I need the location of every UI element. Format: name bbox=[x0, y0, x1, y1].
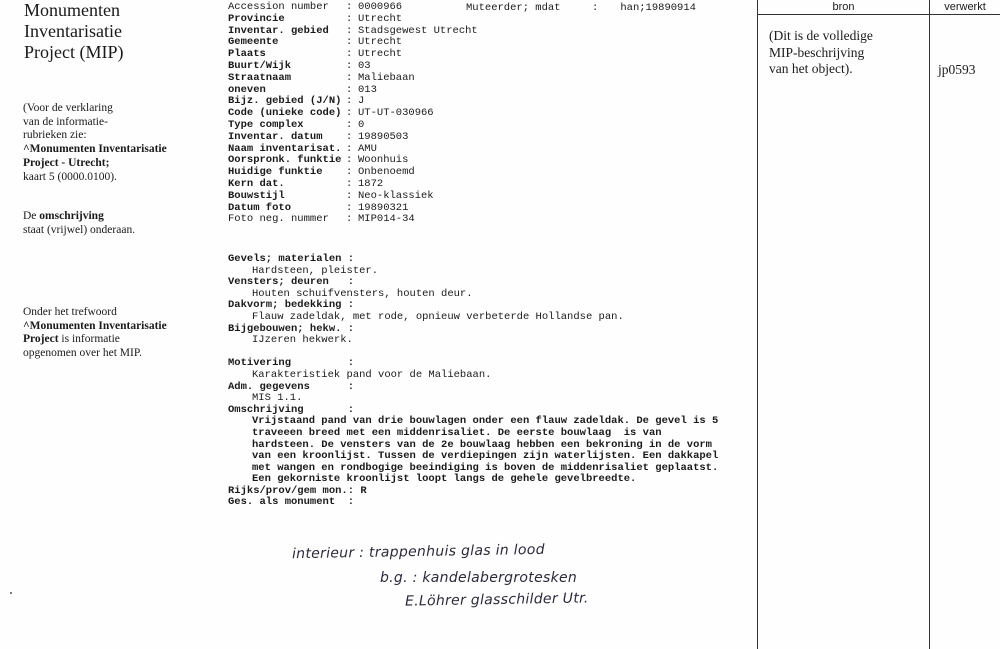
field-label: Plaats bbox=[228, 48, 266, 61]
field-label: Type complex bbox=[228, 118, 304, 131]
note-bold-reference: Project - Utrecht; bbox=[23, 156, 110, 169]
field-label: Huidige funktie bbox=[228, 166, 323, 179]
source-note bbox=[769, 28, 873, 78]
field-separator: : bbox=[346, 130, 353, 143]
field-separator: : bbox=[346, 107, 353, 120]
handwritten-line: interieur : trappenhuis glas in lood bbox=[291, 541, 545, 563]
section-heading-adm: Adm. gegevens : bbox=[228, 380, 355, 393]
mutator-sep: : bbox=[592, 2, 599, 14]
note-line: kaart 5 (0000.0100). bbox=[23, 170, 117, 183]
record-fields bbox=[228, 1, 696, 226]
field-row bbox=[228, 191, 478, 203]
section-body-bijgebouwen: IJzeren hekwerk. bbox=[252, 334, 353, 347]
field-row bbox=[228, 132, 478, 144]
title-line: Project (MIP) bbox=[24, 42, 124, 62]
document-title bbox=[24, 0, 123, 63]
field-label: Datum foto bbox=[228, 201, 292, 214]
explanation-note bbox=[23, 102, 167, 184]
scan-speck bbox=[10, 592, 12, 594]
field-value: Maliebaan bbox=[358, 71, 415, 84]
section-heading-motivering: Motivering : bbox=[228, 357, 355, 370]
field-separator: : bbox=[346, 12, 353, 25]
table-divider bbox=[929, 0, 930, 649]
description-location-note bbox=[23, 210, 135, 237]
field-value: Onbenoemd bbox=[358, 166, 415, 179]
table-header-rule bbox=[757, 14, 1000, 15]
field-separator: : bbox=[346, 83, 353, 96]
section-heading-dakvorm: Dakvorm; bedekking : bbox=[228, 299, 355, 312]
column-header-bron: bron bbox=[832, 1, 855, 13]
field-label: Inventar. gebied bbox=[228, 24, 329, 37]
field-separator: : bbox=[346, 24, 353, 37]
section-heading-bijgebouwen: Bijgebouwen; hekw. : bbox=[228, 322, 355, 335]
field-label: Buurt/Wijk bbox=[228, 59, 292, 72]
field-label: Accession number bbox=[228, 1, 329, 13]
field-label: Bijz. gebied (J/N) bbox=[228, 95, 342, 108]
field-value: 0000966 bbox=[358, 1, 403, 13]
field-row bbox=[228, 73, 478, 85]
note-bold-reference: ^Monumenten Inventarisatie bbox=[23, 143, 167, 156]
field-value: 013 bbox=[358, 83, 377, 96]
table-divider bbox=[757, 0, 758, 649]
section-body-adm: MIS 1.1. bbox=[252, 392, 303, 405]
description-line: met wangen en rondbogige beeindiging is boven de middenrisaliet geplaatst. bbox=[252, 461, 719, 474]
field-separator: : bbox=[346, 118, 353, 131]
field-separator: : bbox=[346, 95, 353, 108]
mutator-label: Muteerder; mdat bbox=[466, 2, 561, 14]
field-row bbox=[228, 120, 478, 132]
note-rest: is informatie bbox=[58, 333, 120, 346]
field-value: Stadsgewest Utrecht bbox=[358, 24, 478, 37]
field-separator: : bbox=[346, 154, 353, 167]
field-separator: : bbox=[346, 189, 353, 202]
field-row bbox=[228, 214, 478, 226]
section-heading-ges: Ges. als monument : bbox=[228, 496, 355, 509]
section-heading-vensters: Vensters; deuren : bbox=[228, 276, 355, 289]
field-separator: : bbox=[346, 213, 353, 226]
field-label: Naam inventarisat. bbox=[228, 142, 342, 155]
description-line: hardsteen. De vensters van de 2e bouwlaag hebben een bekroning in de vorm bbox=[252, 438, 712, 451]
field-label: oneven bbox=[228, 83, 266, 96]
field-label: Straatnaam bbox=[228, 71, 292, 84]
field-value: 0 bbox=[358, 118, 365, 131]
handwritten-line: E.Löhrer glasschilder Utr. bbox=[404, 590, 589, 610]
field-label: Inventar. datum bbox=[228, 130, 323, 143]
section-body-dakvorm: Flauw zadeldak, met rode, opnieuw verbeterde Hollandse pan. bbox=[252, 310, 624, 323]
section-heading-omschrijving: Omschrijving : bbox=[228, 403, 355, 416]
mutator-field bbox=[466, 2, 696, 14]
field-label: Foto neg. nummer bbox=[228, 213, 329, 226]
section-body-vensters: Houten schuifvensters, houten deur. bbox=[252, 287, 473, 300]
field-value: Utrecht bbox=[358, 36, 403, 49]
note-bold-reference: ^Monumenten Inventarisatie bbox=[23, 319, 167, 332]
description-line: traveeen breed met een middenrisaliet. De eerste bouwlaag is van bbox=[252, 426, 662, 439]
field-value: Woonhuis bbox=[358, 154, 409, 167]
column-header-verwerkt: verwerkt bbox=[944, 1, 986, 13]
mutator-value: han;19890914 bbox=[620, 2, 696, 14]
field-separator: : bbox=[346, 1, 353, 13]
field-row bbox=[228, 14, 478, 26]
field-separator: : bbox=[346, 201, 353, 214]
handwritten-line: b.g. : kandelabergrotesken bbox=[380, 570, 578, 586]
field-separator: : bbox=[346, 36, 353, 49]
source-note-line: van het object). bbox=[769, 61, 853, 76]
note-bold-term: omschrijving bbox=[39, 210, 104, 222]
field-label: Gemeente bbox=[228, 36, 279, 49]
field-value: 19890503 bbox=[358, 130, 409, 143]
field-row bbox=[228, 179, 478, 191]
note-line: (Voor de verklaring bbox=[23, 102, 113, 114]
field-value: MIP014-34 bbox=[358, 213, 415, 226]
field-value: 03 bbox=[358, 59, 371, 72]
field-list bbox=[228, 2, 478, 226]
description-line: Vrijstaand pand van drie bouwlagen onder een flauw zadeldak. De gevel is 5 bbox=[252, 415, 719, 428]
field-value: J bbox=[358, 95, 365, 108]
field-value: Utrecht bbox=[358, 48, 403, 61]
field-separator: : bbox=[346, 177, 353, 190]
note-line: staat (vrijwel) onderaan. bbox=[23, 223, 136, 236]
field-value: UT-UT-030966 bbox=[358, 107, 434, 120]
section-heading-gevels: Gevels; materialen : bbox=[228, 253, 355, 265]
field-separator: : bbox=[346, 142, 353, 155]
field-separator: : bbox=[346, 166, 353, 179]
field-separator: : bbox=[346, 59, 353, 72]
note-line: opgenomen over het MIP. bbox=[23, 347, 142, 360]
field-label: Kern dat. bbox=[228, 177, 285, 190]
field-value: Neo-klassiek bbox=[358, 189, 434, 202]
description-line: van een kroonlijst. Tussen de verdiepingen zijn waterlijsten. Een dakkapel bbox=[252, 450, 719, 463]
field-label: Bouwstijl bbox=[228, 189, 285, 202]
field-label: Oorspronk. funktie bbox=[228, 154, 342, 167]
field-value: 19890321 bbox=[358, 201, 409, 214]
field-separator: : bbox=[346, 71, 353, 84]
title-line: Inventarisatie bbox=[24, 21, 122, 41]
note-line: rubrieken zie: bbox=[23, 129, 87, 142]
field-row bbox=[228, 61, 478, 73]
processed-code: jp0593 bbox=[938, 62, 976, 77]
field-label: Provincie bbox=[228, 12, 285, 25]
field-separator: : bbox=[346, 48, 353, 61]
section-body-motivering: Karakteristiek pand voor de Maliebaan. bbox=[252, 368, 492, 381]
description-line: Een gekorniste kroonlijst loopt langs de gehele gevelbreedte. bbox=[252, 473, 637, 486]
note-bold-reference: Project bbox=[23, 333, 59, 346]
field-value: Utrecht bbox=[358, 12, 403, 25]
field-label: Code (unieke code) bbox=[228, 107, 342, 120]
title-line: Monumenten bbox=[24, 0, 120, 20]
field-value: 1872 bbox=[358, 177, 384, 190]
note-line: Onder het trefwoord bbox=[23, 306, 117, 318]
source-note-line: MIP-beschrijving bbox=[769, 44, 865, 60]
note-line: van de informatie- bbox=[23, 115, 108, 128]
section-body-gevels: Hardsteen, pleister. bbox=[252, 264, 379, 277]
source-note-line: (Dit is de volledige bbox=[769, 28, 873, 43]
field-value: AMU bbox=[358, 142, 377, 155]
note-prefix: De bbox=[23, 210, 40, 222]
section-heading-rijks: Rijks/prov/gem mon.: R bbox=[228, 484, 367, 497]
record-sections bbox=[228, 254, 718, 509]
keyword-note bbox=[23, 306, 167, 361]
